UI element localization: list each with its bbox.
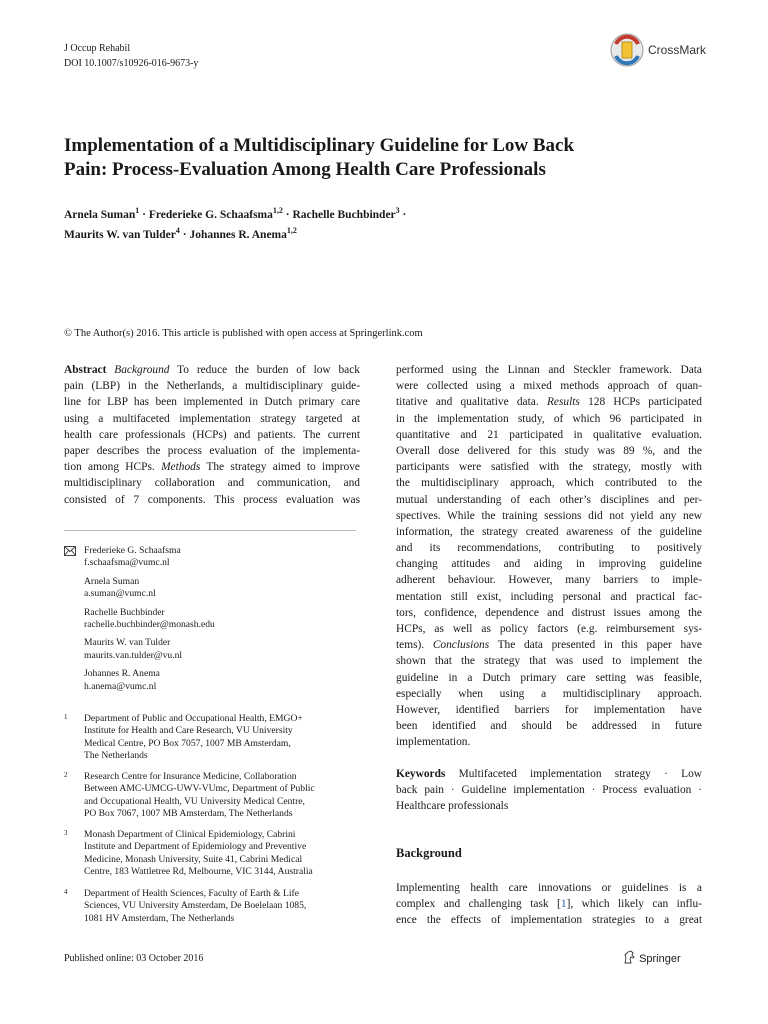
envelope-icon xyxy=(64,546,76,556)
affiliation-line: and Occupational Health, VU University Medical Centre, xyxy=(84,795,305,807)
abstract-text: mentation still exist, including personal and practical fac- xyxy=(396,590,702,603)
affiliation-number: 2 xyxy=(64,771,68,779)
affiliation-line: Medical Centre, PO Box 7057, 1007 MB Amsterdam, xyxy=(84,737,291,749)
affiliation-line: The Netherlands xyxy=(84,750,148,762)
article-title xyxy=(64,134,704,182)
keywords-block xyxy=(396,766,702,815)
abstract-text: quantitative and 21 participated in qualitative evaluation. xyxy=(396,428,702,441)
contact-name: Johannes R. Anema xyxy=(84,668,160,680)
abstract-text: implementation. xyxy=(396,736,471,749)
abstract-text: changing attitudes and aiding in improving guideline xyxy=(396,558,702,571)
affiliation-line: Sciences, VU University Amsterdam, De Boelelaan 1085, xyxy=(84,900,307,912)
affiliation-number: 4 xyxy=(64,888,68,896)
methods-label: Methods xyxy=(161,461,201,474)
affiliation xyxy=(64,888,354,925)
body-text: ence the effects of implementation strategies to a great xyxy=(396,914,702,927)
abstract-text: shown that the strategy that was used to implement the xyxy=(396,655,702,668)
correspondence-entry xyxy=(84,637,354,662)
abstract-text: tems). xyxy=(396,639,425,652)
affiliation-line: Institute for Health and Care Research, VU University xyxy=(84,725,293,737)
contact-email[interactable]: a.suman@vumc.nl xyxy=(84,588,156,600)
author-separator: · xyxy=(282,208,293,221)
abstract-text: To reduce the burden of low back xyxy=(177,364,360,376)
affiliation-number: 1 xyxy=(64,713,68,721)
author-name: Frederieke G. Schaafsma xyxy=(148,208,273,221)
author-separator: · xyxy=(399,208,407,221)
affiliation-line: 1081 HV Amsterdam, The Netherlands xyxy=(84,912,235,924)
abstract-text: Overall dose delivered for this study was 89 %, and the xyxy=(396,444,702,457)
correspondence-block xyxy=(64,545,354,699)
author-name: Johannes R. Anema xyxy=(189,228,287,241)
title-line: Pain: Process-Evaluation Among Health Care Professionals xyxy=(64,159,546,180)
abstract-text: mutual understanding of each other’s disciplines and per- xyxy=(396,493,702,506)
abstract-text: in the implementation study, of which 96 participated in xyxy=(396,412,702,425)
author-affil-sup: 3 xyxy=(395,206,400,215)
correspondence-entry xyxy=(84,668,354,693)
correspondence-entry xyxy=(84,576,354,601)
affiliation-line: Between AMC-UMCG-UWV-VUmc, Department of Public xyxy=(84,783,315,795)
keywords-label: Keywords xyxy=(396,768,446,780)
background-text xyxy=(396,880,702,929)
affiliation-line: Department of Health Sciences, Faculty of Earth & Life xyxy=(84,888,299,899)
abstract-text: the multidisciplinary approach, which contributed to the xyxy=(396,477,702,490)
author-affil-sup: 1,2 xyxy=(272,206,283,215)
affiliation-line: Department of Public and Occupational Health, EMGO+ xyxy=(84,713,303,724)
section-heading-background: Background xyxy=(396,846,462,860)
abstract-text: However, identified barriers for implementation have xyxy=(396,703,702,716)
abstract-text: pain (LBP) in the Netherlands, a multidisciplinary guide- xyxy=(64,380,360,393)
springer-horse-icon xyxy=(622,950,636,964)
abstract-text: performed using the Linnan and Steckler framework. Data xyxy=(396,364,702,376)
conclusions-label: Conclusions xyxy=(432,639,490,652)
abstract-text: HCPs, as well as policy factors (e.g. reimbursement sys- xyxy=(396,623,702,635)
author-affil-sup: 4 xyxy=(175,225,180,235)
contact-email[interactable]: f.schaafsma@vumc.nl xyxy=(84,557,170,569)
abstract-right xyxy=(396,362,702,751)
body-text: Implementing health care innovations or guidelines is a xyxy=(396,882,702,894)
abstract-text: and its recommendations, contributing to positively xyxy=(396,542,702,555)
title-line: Implementation of a Multidisciplinary Guideline for Low Back xyxy=(64,135,575,156)
abstract-text: spectives. While the training sessions did not yield any new xyxy=(396,509,702,522)
crossmark-icon xyxy=(610,32,644,68)
abstract-text: were collected using a mixed methods approach of quan- xyxy=(396,380,702,393)
published-date: Published online: 03 October 2016 xyxy=(64,953,204,964)
affiliation-line: PO Box 7067, 1007 MB Amsterdam, The Netherlands xyxy=(84,808,293,820)
crossmark-badge[interactable] xyxy=(610,30,730,70)
body-text: ], which likely can influ- xyxy=(566,898,702,911)
abstract-text: information, the strategy created awareness of the guideline xyxy=(396,525,702,538)
contact-email[interactable]: rachelle.buchbinder@monash.edu xyxy=(84,619,215,631)
abstract-text: titative and qualitative data. xyxy=(396,396,539,409)
abstract-text: tors, confidence, dependence and distrust issues among the xyxy=(396,606,702,619)
abstract-text: line for LBP has been implemented in Dutch primary care xyxy=(64,396,360,409)
citation-link[interactable]: 1 xyxy=(560,898,567,911)
copyright-notice: © The Author(s) 2016. This article is published with open access at Springerlink.com xyxy=(64,328,423,339)
affiliation-line: Institute and Department of Epidemiology and Preventive xyxy=(84,841,307,853)
keyword-text: back pain · Guideline implementation · Process evaluation · xyxy=(396,784,702,797)
abstract-text: using a multifaceted implementation strategy targeted at xyxy=(64,412,360,425)
abstract-text: tion among HCPs. xyxy=(64,461,155,474)
abstract-text: The strategy aimed to improve xyxy=(206,461,360,474)
correspondence-entry xyxy=(84,545,354,570)
publisher-logo xyxy=(622,950,681,965)
contact-name: Maurits W. van Tulder xyxy=(84,637,171,649)
keyword-text: Multifaceted implementation strategy · Low xyxy=(458,768,702,780)
abstract-text: paper describes the process evaluation of the implementa- xyxy=(64,444,360,457)
author-name: Rachelle Buchbinder xyxy=(292,208,396,221)
background-label: Background xyxy=(114,364,170,376)
footnote-divider xyxy=(64,530,356,531)
affiliation xyxy=(64,829,354,879)
affiliation xyxy=(64,771,354,821)
results-label: Results xyxy=(546,396,580,409)
correspondence-entry xyxy=(84,607,354,632)
publisher-name: Springer xyxy=(639,953,681,965)
abstract-text: participants were satisfied with the strategy, mostly with xyxy=(396,461,702,474)
contact-name: Arnela Suman xyxy=(84,575,140,587)
affiliation-line: Medicine, Monash University, Suite 41, Cabrini Medical xyxy=(84,853,303,865)
author-affil-sup: 1,2 xyxy=(286,225,297,235)
author-name: Arnela Suman xyxy=(64,208,136,221)
body-text: complex and challenging task [ xyxy=(396,898,561,911)
abstract-text: especially when using a multidisciplinary approach. xyxy=(396,687,702,700)
contact-name: Rachelle Buchbinder xyxy=(84,606,165,618)
affiliation-line: Centre, 183 Wattletree Rd, Melbourne, VIC 3144, Australia xyxy=(84,866,313,878)
author-affil-sup: 1 xyxy=(135,206,140,215)
abstract-text: adherent behaviour. However, many barriers to imple- xyxy=(396,574,702,587)
author-separator: · xyxy=(179,228,190,241)
abstract-text: multidisciplinary collaboration and communication, and xyxy=(64,477,360,490)
affiliation-line: Monash Department of Clinical Epidemiology, Cabrini xyxy=(84,829,296,840)
contact-email[interactable]: h.anema@vumc.nl xyxy=(84,680,157,692)
doi: DOI 10.1007/s10926-016-9673-y xyxy=(64,58,199,69)
journal-name: J Occup Rehabil xyxy=(64,43,131,54)
author-list xyxy=(64,203,406,243)
abstract-heading: Abstract xyxy=(64,364,107,376)
contact-email[interactable]: maurits.van.tulder@vu.nl xyxy=(84,649,183,661)
contact-name: Frederieke G. Schaafsma xyxy=(84,545,181,556)
abstract-text: health care professionals (HCPs) and patients. The current xyxy=(64,428,360,441)
abstract-text: guideline in a Dutch primary care setting was feasible, xyxy=(396,671,702,684)
abstract-text: consisted of 7 components. This process evaluation was xyxy=(64,493,360,506)
author-name: Maurits W. van Tulder xyxy=(64,228,176,241)
keyword-text: Healthcare professionals xyxy=(396,800,509,813)
affiliation-line: Research Centre for Insurance Medicine, Collaboration xyxy=(84,771,297,782)
affiliation xyxy=(64,713,354,763)
abstract-left xyxy=(64,362,360,508)
abstract-text: been identified and should be addressed in future xyxy=(396,720,702,733)
crossmark-label: CrossMark xyxy=(648,43,707,57)
abstract-text: The data presented in this paper have xyxy=(497,639,702,652)
affiliation-number: 3 xyxy=(64,829,68,837)
abstract-text: 128 HCPs participated xyxy=(588,396,703,409)
author-separator: · xyxy=(139,208,149,221)
